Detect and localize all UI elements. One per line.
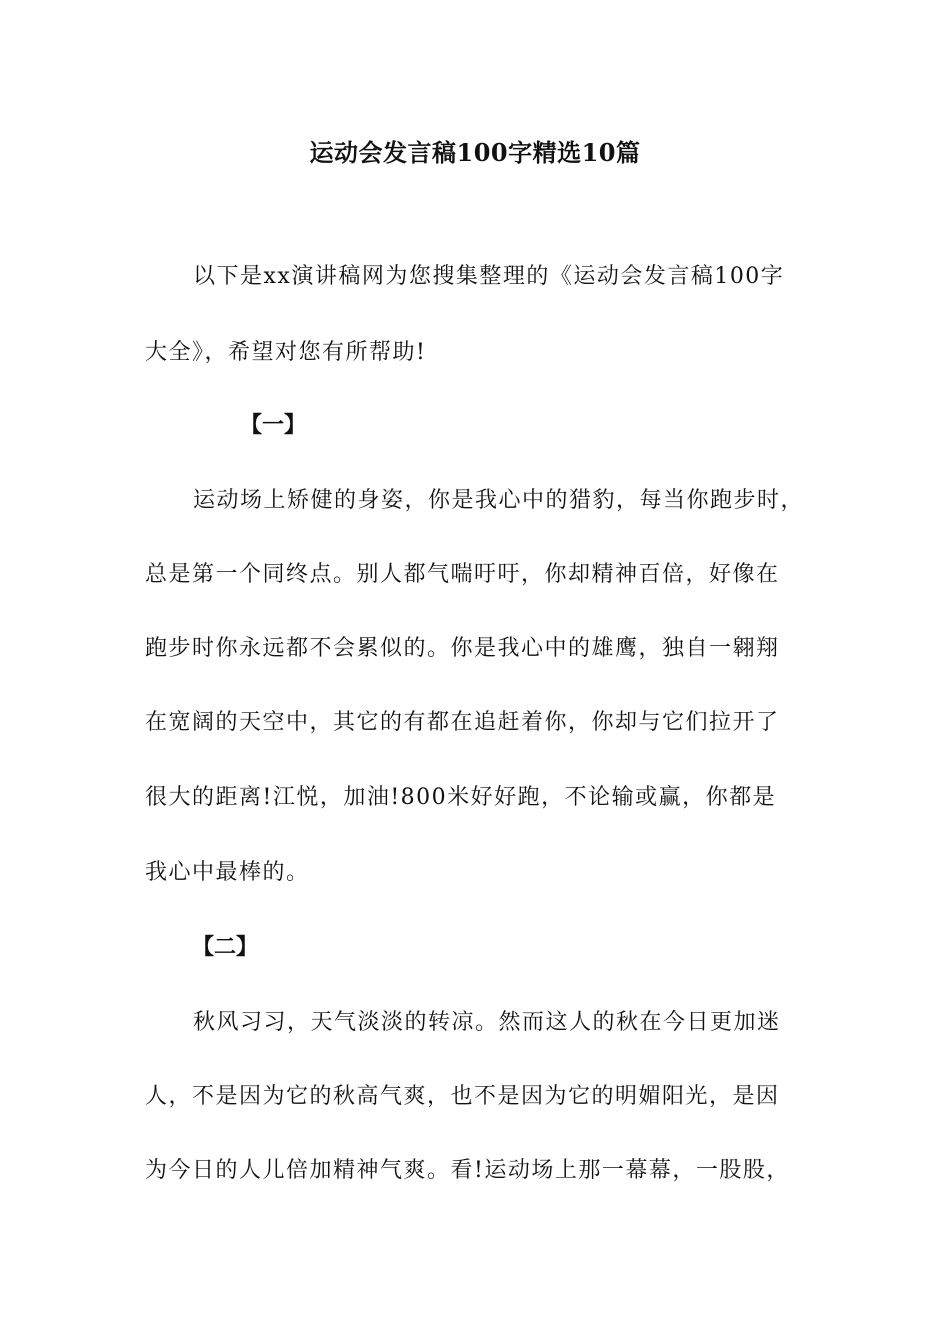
- section-2-line-3: 为今日的人儿倍加精神气爽。看!运动场上那一幕幕，一股股，: [145, 1158, 790, 1183]
- section-1-line-3: 跑步时你永远都不会累似的。你是我心中的雄鹰，独自一翱翔: [145, 636, 780, 661]
- section-2-line-1: 秋风习习，天气淡淡的转凉。然而这人的秋在今日更加迷: [193, 1010, 781, 1035]
- section-heading-1: 【一】: [240, 412, 307, 438]
- section-1-line-5: 很大的距离!江悦，加油!800米好好跑，不论输或赢，你都是: [145, 785, 777, 810]
- intro-line-2: 大全》，希望对您有所帮助!: [145, 340, 427, 365]
- section-2-line-2: 人，不是因为它的秋高气爽，也不是因为它的明媚阳光，是因: [145, 1084, 780, 1109]
- section-1-line-6: 我心中最棒的。: [145, 860, 310, 885]
- intro-line-1: 以下是xx演讲稿网为您搜集整理的《运动会发言稿100字: [193, 264, 785, 289]
- section-1-line-1: 运动场上矫健的身姿，你是我心中的猎豹，每当你跑步时，: [193, 488, 805, 513]
- section-1-line-2: 总是第一个同终点。别人都气喘吁吁，你却精神百倍，好像在: [145, 562, 780, 587]
- section-1-line-4: 在宽阔的天空中，其它的有都在追赶着你，你却与它们拉开了: [145, 710, 780, 735]
- document-title: 运动会发言稿100字精选10篇: [309, 138, 641, 167]
- section-heading-2: 【二】: [192, 934, 259, 960]
